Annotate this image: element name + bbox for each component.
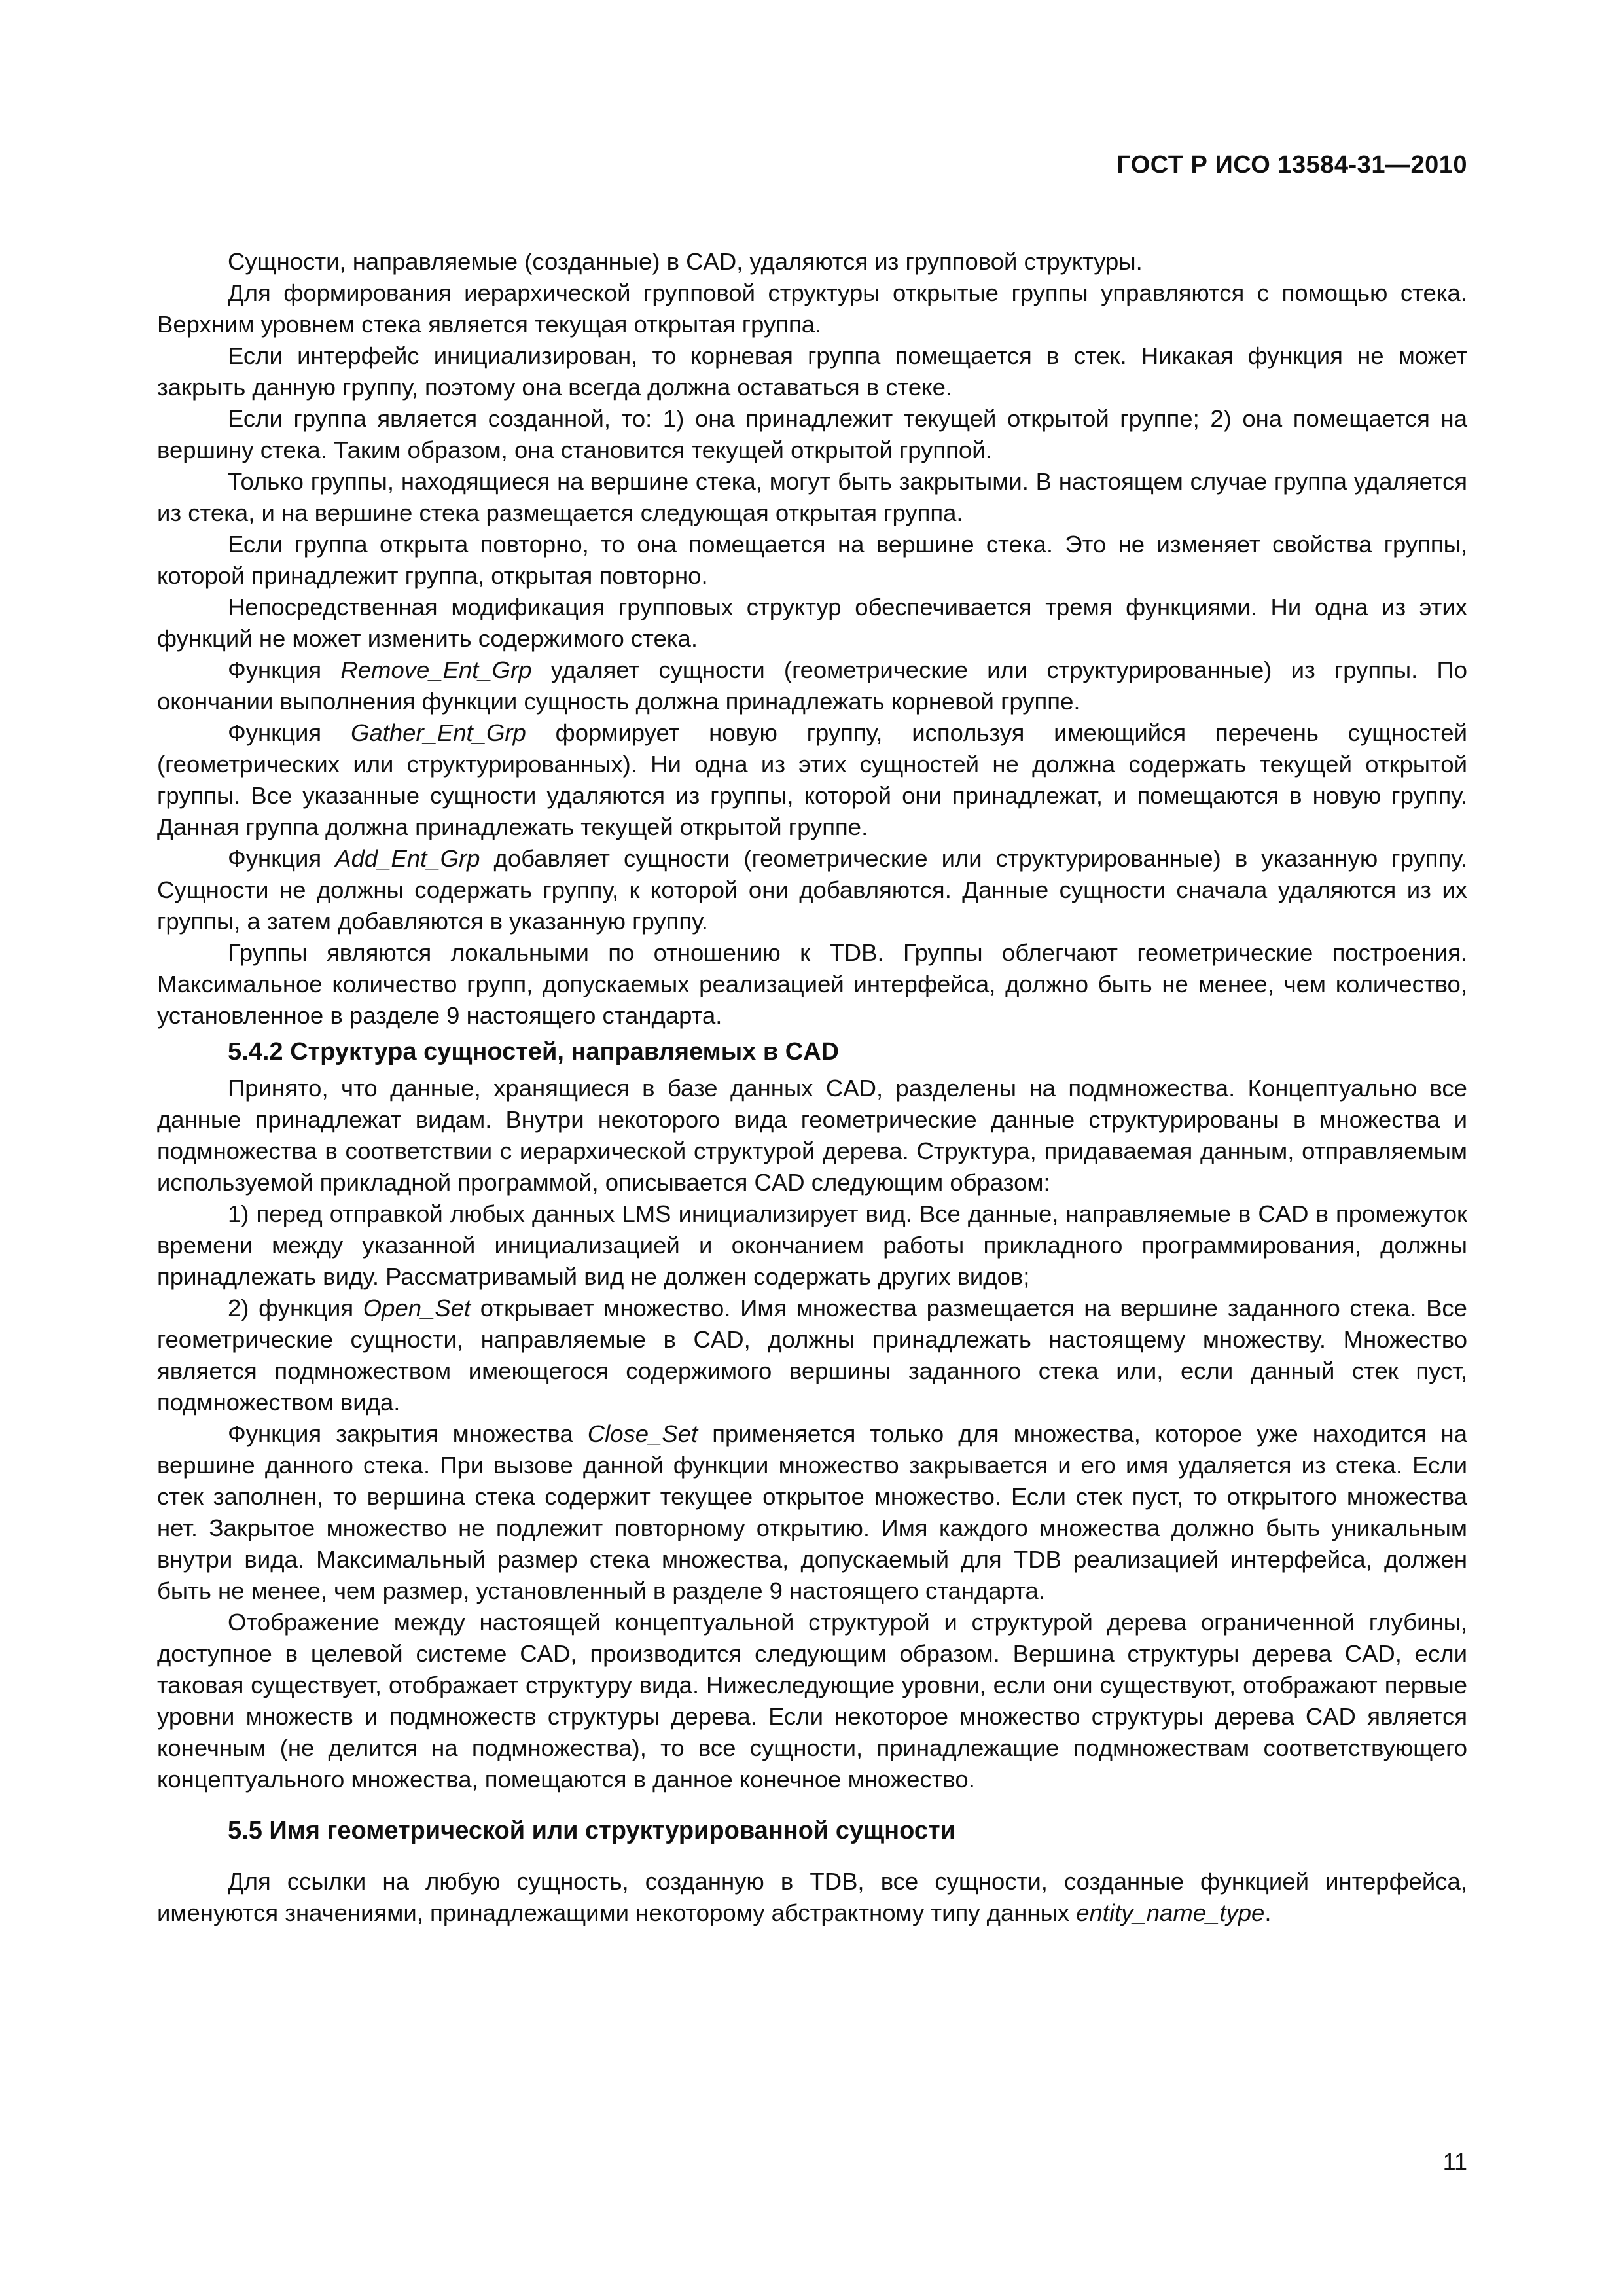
paragraph: Для формирования иерархической групповой структуры открытые группы управляются с помощью стека. Верхним уровнем стека является текущая открытая группа. (157, 279, 1467, 338)
function-name: Open_Set (363, 1295, 471, 1321)
section-heading-5-5: 5.5 Имя геометрической или структурированной сущности (228, 1817, 955, 1844)
list-item: 1) перед отправкой любых данных LMS инициализирует вид. Все данные, направляемые в CAD в промежуток времени между указанной инициализацией и окончанием работы прикладного программирования, должны принадлежать виду. Рассматривамый вид не должен содержать других видов; (157, 1200, 1467, 1290)
document-code-header: ГОСТ Р ИСО 13584-31—2010 (1116, 151, 1467, 179)
paragraph: Группы являются локальными по отношению к TDB. Группы облегчают геометрические построения. Максимальное количество групп, допускаемых реализацией интерфейса, должно быть не менее, чем количество, установленное в разделе 9 настоящего стандарта. (157, 939, 1467, 1029)
function-name: Add_Ent_Grp (335, 845, 480, 872)
function-name: Gather_Ent_Grp (351, 719, 526, 746)
paragraph: Если группа является созданной, то: 1) она принадлежит текущей открытой группе; 2) она помещается на вершину стека. Таким образом, она становится текущей открытой группой. (157, 405, 1467, 463)
type-name: entity_name_type (1076, 1899, 1265, 1926)
paragraph: Для ссылки на любую сущность, созданную в TDB, все сущности, созданные функцией интерфейса, именуются значениями, принадлежащими некоторому абстрактному типу данных entity_name_type. (157, 1868, 1467, 1926)
paragraph: Если интерфейс инициализирован, то корневая группа помещается в стек. Никакая функция не может закрыть данную группу, поэтому она всегда должна оставаться в стеке. (157, 342, 1467, 401)
paragraph-gather-ent-grp: Функция Gather_Ent_Grp формирует новую группу, используя имеющийся перечень сущностей (геометрических или структурированных). Ни одна из этих сущностей не должна содержать текущей открытой группы. Все указанные сущности удаляются из группы, которой они принадлежат, и помещаются в новую группу. Данная группа должна принадлежать текущей открытой группе. (157, 719, 1467, 840)
list-item: 2) функция Open_Set открывает множество. Имя множества размещается на вершине заданного стека. Все геометрические сущности, направляемые в CAD, должны принадлежать настоящему множеству. Множество является подмножеством имеющегося содержимого вершины заданного стека или, если данный стек пуст, подмножеством вида. (157, 1295, 1467, 1416)
paragraph-remove-ent-grp: Функция Remove_Ent_Grp удаляет сущности (геометрические или структурированные) из группы. По окончании выполнения функции сущность должна принадлежать корневой группе. (157, 656, 1467, 715)
document-page (157, 149, 1467, 1929)
function-name: Close_Set (587, 1420, 698, 1447)
page-number: 11 (1442, 2148, 1467, 2175)
function-name: Remove_Ent_Grp (340, 656, 532, 683)
paragraph: Непосредственная модификация групповых структур обеспечивается тремя функциями. Ни одна из этих функций не может изменить содержимого стека. (157, 594, 1467, 652)
paragraph-close-set: Функция закрытия множества Close_Set применяется только для множества, которое уже находится на вершине данного стека. При вызове данной функции множество закрывается и его имя удаляется из стека. Если стек заполнен, то вершина стека содержит текущее открытое множество. Если стек пуст, то открытого множества нет. Закрытое множество не подлежит повторному открытию. Имя каждого множества должно быть уникальным внутри вида. Максимальный размер стека множества, допускаемый для TDB реализацией интерфейса, должен быть не менее, чем размер, установленный в разделе 9 настоящего стандарта. (157, 1420, 1467, 1604)
paragraph: Отображение между настоящей концептуальной структурой и структурой дерева ограниченной глубины, доступное в целевой системе CAD, производится следующим образом. Вершина структуры дерева CAD, если таковая существует, отображает структуру вида. Нижеследующие уровни, если они существуют, отображают первые уровни множеств и подмножеств структуры дерева. Если некоторое множество структуры дерева CAD является конечным (не делится на подмножества), то все сущности, принадлежащие подмножествам соответствующего концептуального множества, помещаются в данное конечное множество. (157, 1609, 1467, 1793)
paragraph: Принято, что данные, хранящиеся в базе данных CAD, разделены на подмножества. Концептуально все данные принадлежат видам. Внутри некоторого вида геометрические данные структурированы в множества и подмножества в соответствии с иерархической структурой дерева. Структура, придаваемая данным, отправляемым используемой прикладной программой, описывается CAD следующим образом: (157, 1075, 1467, 1196)
paragraph: Сущности, направляемые (созданные) в CAD, удаляются из групповой структуры. (228, 248, 1143, 275)
section-heading-5-4-2: 5.4.2 Структура сущностей, направляемых в CAD (228, 1038, 840, 1066)
paragraph: Если группа открыта повторно, то она помещается на вершине стека. Это не изменяет свойства группы, которой принадлежит группа, открытая повторно. (157, 531, 1467, 589)
paragraph-add-ent-grp: Функция Add_Ent_Grp добавляет сущности (геометрические или структурированные) в указанную группу. Сущности не должны содержать группу, к которой они добавляются. Данные сущности сначала удаляются из их группы, а затем добавляются в указанную группу. (157, 845, 1467, 935)
paragraph: Только группы, находящиеся на вершине стека, могут быть закрытыми. В настоящем случае группа удаляется из стека, и на вершине стека размещается следующая открытая группа. (157, 468, 1467, 526)
